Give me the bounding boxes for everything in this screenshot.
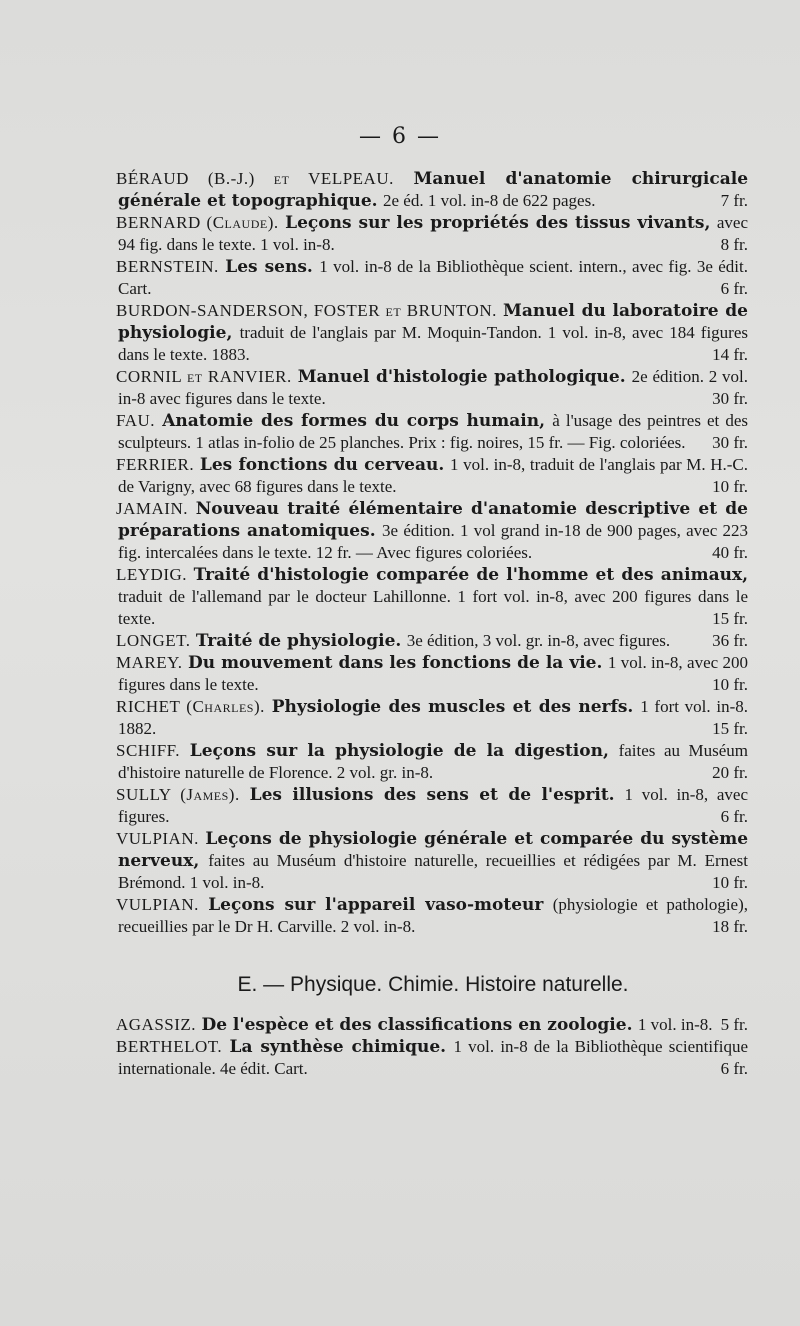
- entry-title: De l'espèce et des classifications en zoologie.: [201, 1015, 633, 1035]
- entry-author: AGASSIZ.: [116, 1015, 197, 1034]
- entry-author: BÉRAUD (B.-J.) et VELPEAU.: [116, 169, 394, 188]
- entry-author: VULPIAN.: [116, 895, 199, 914]
- entry-author: CORNIL et RANVIER.: [116, 367, 292, 386]
- entry-details: 1 vol. in-8, avec figures.: [118, 785, 749, 826]
- entry-price: 30 fr.: [712, 389, 748, 408]
- entry-price: 14 fr.: [712, 345, 748, 364]
- entry-author: VULPIAN.: [116, 829, 199, 848]
- entry-details: 1 vol. in-8, traduit de l'anglais par M. H.-C. de Varigny, avec 68 figures dans le texte.: [118, 455, 748, 496]
- entry-title: Manuel d'anatomie chirurgicale générale et topographique.: [118, 169, 749, 211]
- entry-list: [118, 168, 748, 938]
- entry-details: 1 vol. in-8 de la Bibliothèque scientifique internationale. 4e édit. Cart.: [118, 1037, 749, 1078]
- entry-details: 1 fort vol. in-8. 1882.: [118, 697, 748, 738]
- entry-author: SCHIFF.: [116, 741, 181, 760]
- entry-list-physique: [118, 1014, 748, 1080]
- section-heading: E. — Physique. Chimie. Histoire naturelle.: [237, 973, 629, 996]
- entry-details: faites au Muséum d'histoire naturelle de Florence. 2 vol. gr. in-8.: [118, 741, 749, 782]
- entry-details: traduit de l'anglais par M. Moquin-Tandon. 1 vol. in-8, avec 184 figures dans le texte. 1883.: [118, 323, 748, 364]
- entry-price: 6 fr.: [720, 807, 748, 826]
- entry-price: 36 fr.: [712, 631, 748, 650]
- entry-title: Manuel d'histologie pathologique.: [297, 367, 626, 387]
- entry-price: 6 fr.: [720, 279, 748, 298]
- entry-title: Traité d'histologie comparée de l'homme et des animaux,: [193, 565, 748, 585]
- entry-price: 15 fr.: [712, 609, 748, 628]
- catalogue-entry: [118, 256, 748, 300]
- entry-title: Leçons sur les propriétés des tissus vivants,: [285, 213, 711, 233]
- catalogue-entry: [118, 740, 748, 784]
- entry-title: Physiologie des muscles et des nerfs.: [271, 697, 634, 717]
- entry-title: Leçons de physiologie générale et comparée du système nerveux,: [118, 829, 749, 871]
- entry-details: 1 vol. in-8.: [637, 1015, 713, 1034]
- page-number: — 6 —: [359, 124, 441, 149]
- entry-details: à l'usage des peintres et des sculpteurs. 1 atlas in-folio de 25 planches. Prix : fig. noires, 15 fr. — Fig. coloriées.: [118, 411, 749, 452]
- entry-author: BERTHELOT.: [116, 1037, 223, 1056]
- entry-title: Anatomie des formes du corps humain,: [162, 411, 545, 431]
- catalogue-entry: [118, 894, 748, 938]
- entry-price: 6 fr.: [720, 1059, 748, 1078]
- entry-details: faites au Muséum d'histoire naturelle, recueillies et rédigées par M. Ernest Brémond. 1 vol. in-8.: [118, 851, 749, 892]
- catalogue-entry: [118, 454, 748, 498]
- catalogue-entry: [118, 696, 748, 740]
- entry-author: LONGET.: [116, 631, 191, 650]
- catalogue-entry: [118, 366, 748, 410]
- entry-price: 7 fr.: [720, 191, 748, 210]
- entry-author: FERRIER.: [116, 455, 195, 474]
- entry-details: traduit de l'allemand par le docteur Lahillonne. 1 fort vol. in-8, avec 200 figures dans le texte.: [118, 587, 748, 628]
- entry-details: avec 94 fig. dans le texte. 1 vol. in-8.: [118, 213, 748, 254]
- catalogue-entry: [118, 784, 748, 828]
- entry-details: 3e édition, 3 vol. gr. in-8, avec figures.: [406, 631, 671, 650]
- entry-title: Leçons sur l'appareil vaso-moteur: [208, 895, 544, 915]
- entry-title: Leçons sur la physiologie de la digestion,: [189, 741, 609, 761]
- catalogue-content: [118, 168, 748, 1080]
- catalogue-entry: [118, 410, 748, 454]
- entry-title: Les sens.: [225, 257, 313, 277]
- entry-author: BERNARD (Claude).: [116, 213, 279, 232]
- entry-details: (physiologie et pathologie), recueillies par le Dr H. Carville. 2 vol. in-8.: [118, 895, 749, 936]
- entry-title: Traité de physiologie.: [195, 631, 402, 651]
- entry-details: 1 vol. in-8, avec 200 figures dans le texte.: [118, 653, 748, 694]
- entry-author: RICHET (Charles).: [116, 697, 265, 716]
- entry-price: 10 fr.: [712, 873, 748, 892]
- entry-author: BERNSTEIN.: [116, 257, 219, 276]
- entry-price: 10 fr.: [712, 477, 748, 496]
- catalogue-entry: [118, 168, 748, 212]
- entry-price: 18 fr.: [712, 917, 748, 936]
- entry-price: 20 fr.: [712, 763, 748, 782]
- entry-price: 15 fr.: [712, 719, 748, 738]
- entry-price: 40 fr.: [712, 543, 748, 562]
- entry-details: 1 vol. in-8 de la Bibliothèque scient. intern., avec fig. 3e édit. Cart.: [118, 257, 749, 298]
- catalogue-entry: [118, 212, 748, 256]
- entry-title: Nouveau traité élémentaire d'anatomie descriptive et de préparations anatomiques.: [118, 499, 749, 541]
- entry-author: SULLY (James).: [116, 785, 240, 804]
- entry-price: 8 fr.: [720, 235, 748, 254]
- entry-title: La synthèse chimique.: [229, 1037, 447, 1057]
- entry-author: JAMAIN.: [116, 499, 188, 518]
- entry-details: 2e édition. 2 vol. in-8 avec figures dans le texte.: [118, 367, 749, 408]
- catalogue-entry: [118, 564, 748, 630]
- entry-price: 30 fr.: [712, 433, 748, 452]
- catalogue-entry: [118, 1036, 748, 1080]
- entry-title: Les fonctions du cerveau.: [199, 455, 445, 475]
- entry-price: 10 fr.: [712, 675, 748, 694]
- catalogue-entry: [118, 652, 748, 696]
- catalogue-entry: [118, 300, 748, 366]
- catalogue-entry: [118, 828, 748, 894]
- entry-author: LEYDIG.: [116, 565, 188, 584]
- entry-details: 2e éd. 1 vol. in-8 de 622 pages.: [383, 191, 596, 210]
- entry-title: Manuel du laboratoire de physiologie,: [118, 301, 749, 343]
- catalogue-entry: [118, 630, 748, 652]
- entry-price: 5 fr.: [720, 1015, 748, 1034]
- entry-title: Du mouvement dans les fonctions de la vie.: [187, 653, 603, 673]
- entry-author: MAREY.: [116, 653, 183, 672]
- entry-author: FAU.: [116, 411, 155, 430]
- entry-details: 3e édition. 1 vol grand in-18 de 900 pages, avec 223 fig. intercalées dans le texte. 12 fr. — Avec figures coloriées.: [118, 521, 748, 562]
- entry-author: BURDON-SANDERSON, FOSTER et BRUNTON.: [116, 301, 497, 320]
- catalogue-entry: [118, 498, 748, 564]
- catalogue-entry: [118, 1014, 748, 1036]
- entry-title: Les illusions des sens et de l'esprit.: [249, 785, 615, 805]
